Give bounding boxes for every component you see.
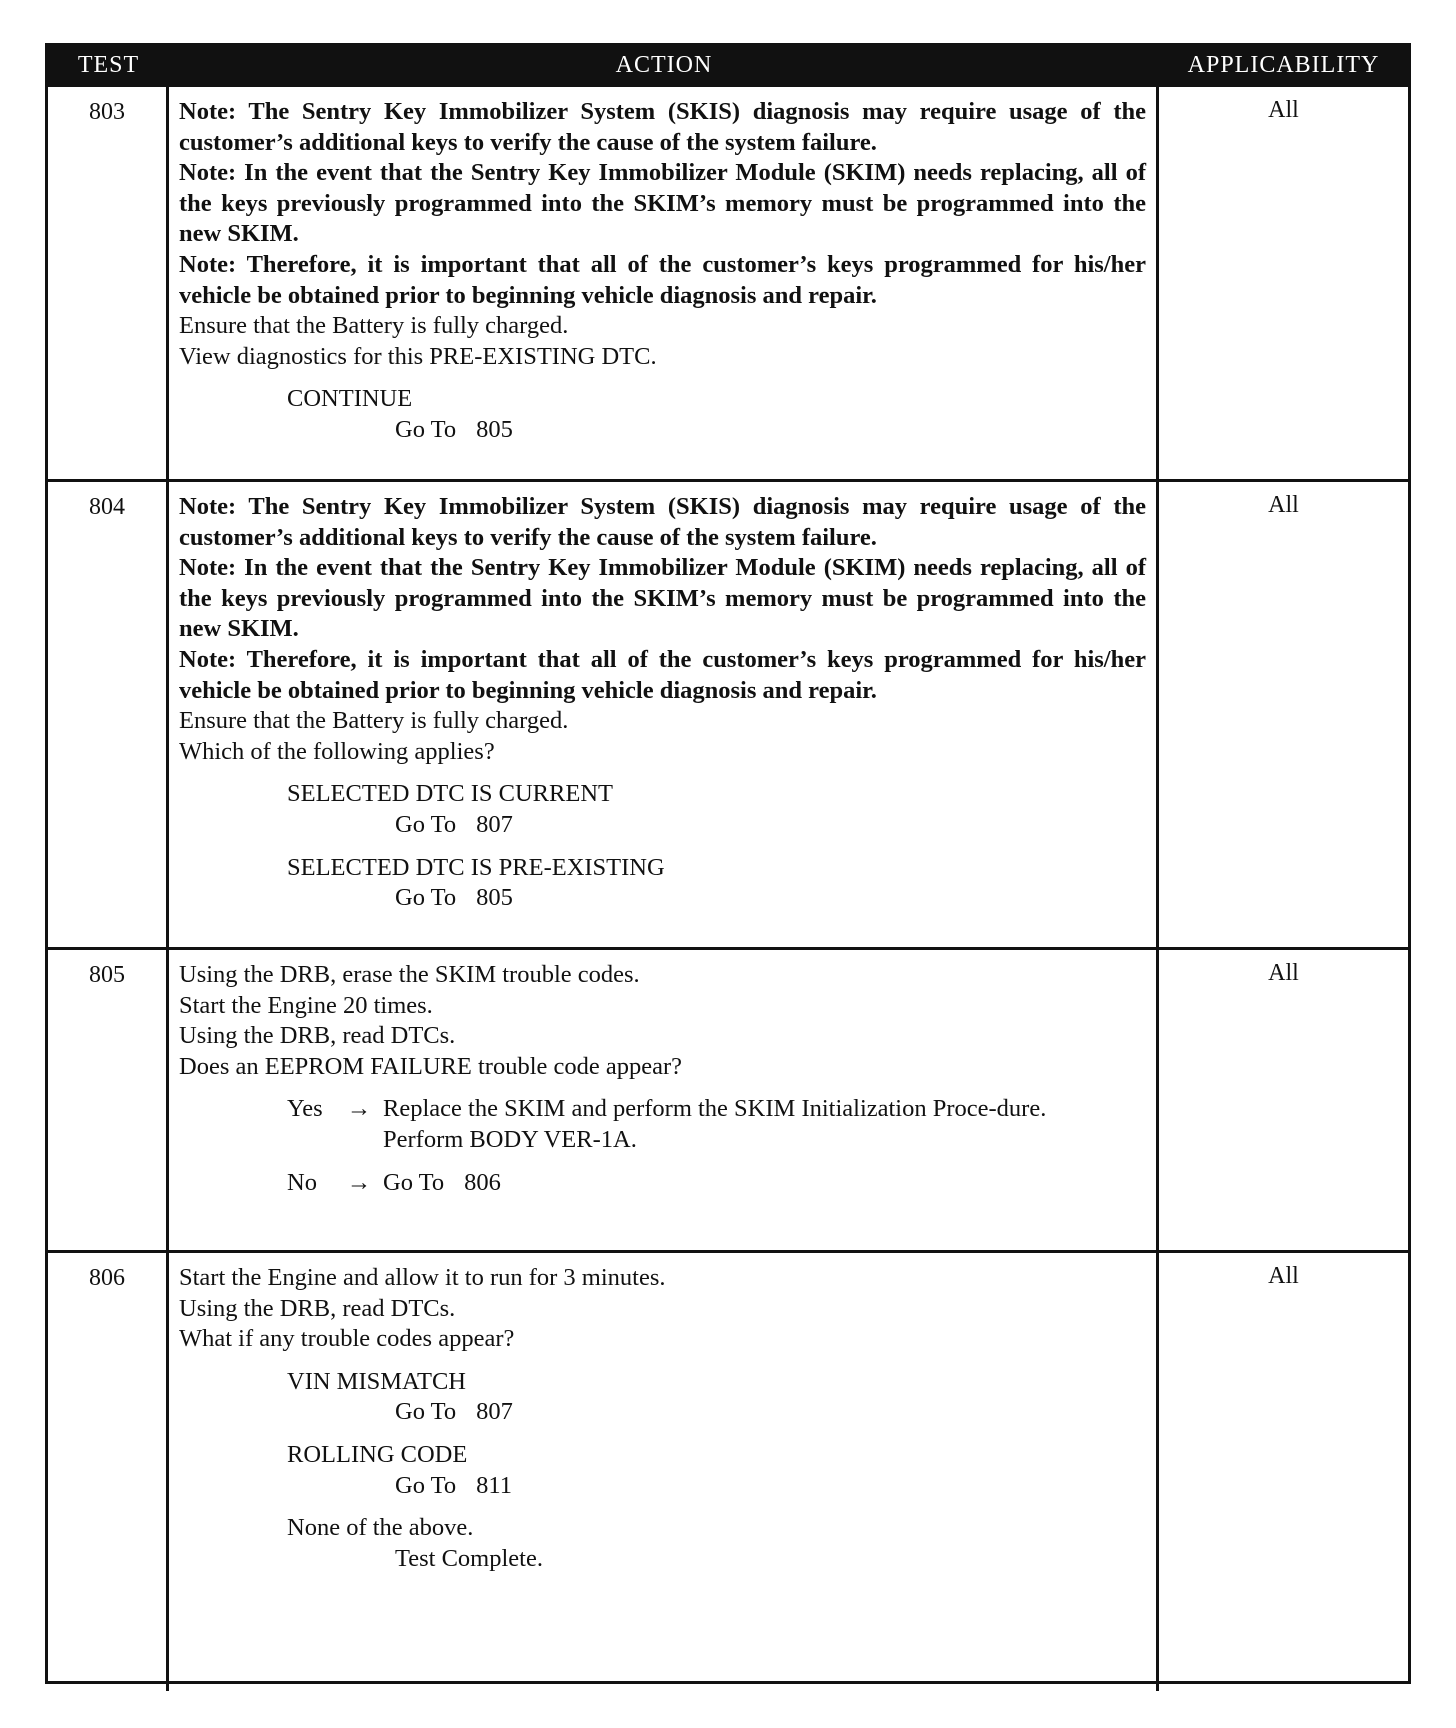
goto-text: Go To — [395, 810, 457, 838]
applicability-value: All — [1268, 960, 1299, 986]
option-label: SELECTED DTC IS CURRENT — [287, 780, 613, 808]
yes-branch — [287, 1094, 1146, 1155]
header-action: ACTION — [615, 52, 713, 78]
action-line: Start the Engine 20 times. — [179, 991, 433, 1019]
action-line: Using the DRB, read DTCs. — [179, 1022, 456, 1050]
action-cell — [169, 87, 1159, 479]
applicability-value: All — [1268, 1263, 1299, 1289]
goto-line — [395, 415, 1146, 446]
note-text: Note: Therefore, it is important that all of the customer’s keys programmed for his/her vehicle be obtained prior to beginning vehicle diagnosis and repair. — [179, 250, 1146, 309]
action-line: Start the Engine and allow it to run for 3 minutes. — [179, 1264, 666, 1291]
option-label: None of the above. — [287, 1514, 474, 1542]
table-row — [48, 947, 1408, 1250]
yes-text — [383, 1094, 1146, 1155]
arrow-icon: → — [346, 1168, 372, 1196]
no-text — [383, 1168, 1146, 1199]
goto-target: 806 — [464, 1168, 501, 1196]
table-row — [48, 1250, 1408, 1691]
table-header — [48, 46, 1408, 84]
action-line: Using the DRB, erase the SKIM trouble codes. — [179, 961, 640, 988]
action-line: Does an EEPROM FAILURE trouble code appear? — [179, 1052, 683, 1080]
diagnostic-table — [45, 43, 1411, 1684]
note-text: Note: Therefore, it is important that all of the customer’s keys programmed for his/her vehicle be obtained prior to beginning vehicle diagnosis and repair. — [179, 645, 1146, 704]
yes-action: Replace the SKIM and perform the SKIM Initialization Proce-dure. — [383, 1095, 1047, 1123]
goto-line — [395, 883, 1146, 914]
goto-target: 807 — [476, 1398, 513, 1426]
goto-target: 811 — [476, 1471, 512, 1499]
option-label: SELECTED DTC IS PRE-EXISTING — [287, 853, 665, 881]
test-number: 805 — [48, 950, 169, 1250]
header-test: TEST — [77, 52, 140, 78]
goto-text: Go To — [395, 1398, 457, 1426]
note-text: Note: In the event that the Sentry Key Immobilizer Module (SKIM) needs replacing, all of the keys previously programmed into the SKIM’s memory must be programmed into the new SKIM. — [179, 554, 1146, 643]
goto-text: Go To — [383, 1168, 445, 1196]
goto-line — [395, 1397, 1146, 1428]
test-number: 806 — [48, 1253, 169, 1691]
applicability-value: All — [1268, 492, 1299, 518]
arrow-icon: → — [346, 1095, 372, 1123]
table-row — [48, 84, 1408, 479]
option-label: VIN MISMATCH — [287, 1367, 467, 1395]
goto-target: 805 — [476, 415, 513, 443]
action-line: View diagnostics for this PRE-EXISTING DTC. — [179, 342, 657, 370]
goto-text: Go To — [395, 884, 457, 912]
action-cell — [169, 950, 1159, 1250]
yes-action: Perform BODY VER-1A. — [383, 1125, 637, 1153]
no-label: No — [287, 1168, 317, 1196]
header-applicability: APPLICABILITY — [1187, 52, 1380, 78]
goto-line — [395, 1471, 1146, 1502]
goto-line — [395, 810, 1146, 841]
test-number: 804 — [48, 482, 169, 947]
applicability-value: All — [1268, 97, 1299, 123]
action-line: Ensure that the Battery is fully charged. — [179, 312, 569, 340]
note-text: Note: The Sentry Key Immobilizer System (SKIS) diagnosis may require usage of the customer’s additional keys to verify the cause of the system failure. — [179, 98, 1146, 156]
goto-target: 805 — [476, 884, 513, 912]
note-text: Note: The Sentry Key Immobilizer System (SKIS) diagnosis may require usage of the customer’s additional keys to verify the cause of the system failure. — [179, 493, 1146, 551]
test-number: 803 — [48, 87, 169, 479]
action-cell — [169, 1253, 1159, 1691]
no-branch — [287, 1168, 1146, 1199]
table-row — [48, 479, 1408, 947]
result-line: Test Complete. — [395, 1544, 543, 1572]
goto-text: Go To — [395, 1471, 457, 1499]
yes-label: Yes — [287, 1095, 323, 1123]
action-cell — [169, 482, 1159, 947]
action-line: Ensure that the Battery is fully charged. — [179, 707, 569, 735]
option-label: CONTINUE — [287, 385, 413, 413]
action-line: What if any trouble codes appear? — [179, 1325, 515, 1353]
option-label: ROLLING CODE — [287, 1440, 468, 1468]
action-line: Which of the following applies? — [179, 737, 495, 765]
action-line: Using the DRB, read DTCs. — [179, 1294, 456, 1322]
goto-target: 807 — [476, 810, 513, 838]
note-text: Note: In the event that the Sentry Key Immobilizer Module (SKIM) needs replacing, all of the keys previously programmed into the SKIM’s memory must be programmed into the new SKIM. — [179, 159, 1146, 248]
goto-text: Go To — [395, 415, 457, 443]
